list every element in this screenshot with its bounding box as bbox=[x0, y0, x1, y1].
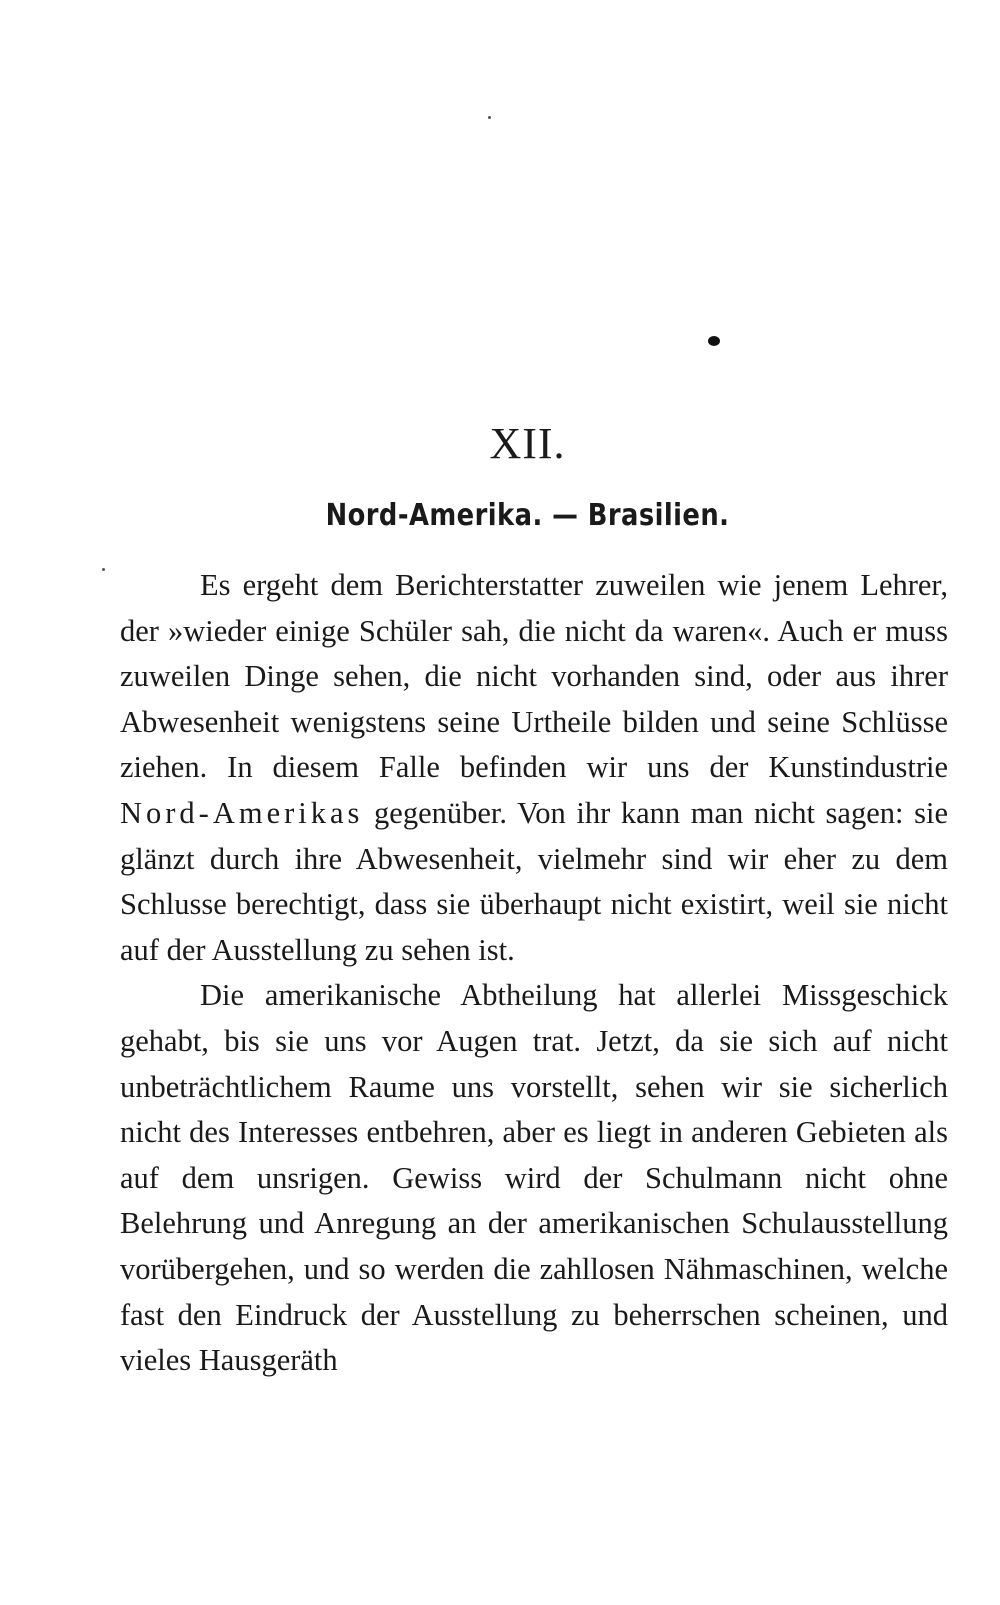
paragraph-2: Die amerikanische Abtheilung hat allerlei Missgeschick gehabt, bis sie uns vor Augen trat. Jetzt, da sie sich auf nicht unbeträchtlichem Raume uns vorstellt, sehen wir sie sicherlich nicht des Interesses entbehren, aber es liegt in anderen Gebieten als auf dem unsrigen. Gewiss wird der Schulmann nicht ohne Belehrung und Anregung an der amerikanischen Schulausstellung vorübergehen, und so werden die zahllosen Nähmaschinen, welche fast den Eindruck der Ausstellung zu beherrschen scheinen, und vieles Hausgeräth bbox=[120, 978, 948, 1378]
body-text bbox=[120, 563, 948, 1384]
paragraph-1 bbox=[120, 563, 948, 973]
chapter-title: Nord-Amerika. — Brasilien. bbox=[325, 498, 730, 533]
paragraph-1-start: Es ergeht dem Berichterstatter zuweilen wie jenem Lehrer, der »wieder einige Schüler sah, die nicht da waren«. Auch er muss zuweilen Dinge sehen, die nicht vorhanden sind, oder aus ihrer Abwesenheit wenigstens seine Urtheile bilden und seine Schlüsse ziehen. In diesem Falle befinden wir uns der Kunstindustrie bbox=[120, 568, 948, 785]
spaced-emphasis: Nord-Amerikas bbox=[120, 795, 364, 830]
ink-speck bbox=[708, 336, 720, 346]
ink-speck bbox=[488, 116, 491, 119]
chapter-number: XII. bbox=[489, 419, 566, 468]
paragraph-1-end: gegenüber. Von ihr kann man nicht sagen: sie glänzt durch ihre Abwesenheit, vielmehr sind wir eher zu dem Schlusse berechtigt, dass sie überhaupt nicht existirt, weil sie nicht auf der Ausstellung zu sehen ist. bbox=[120, 795, 948, 967]
ink-speck bbox=[102, 568, 105, 571]
